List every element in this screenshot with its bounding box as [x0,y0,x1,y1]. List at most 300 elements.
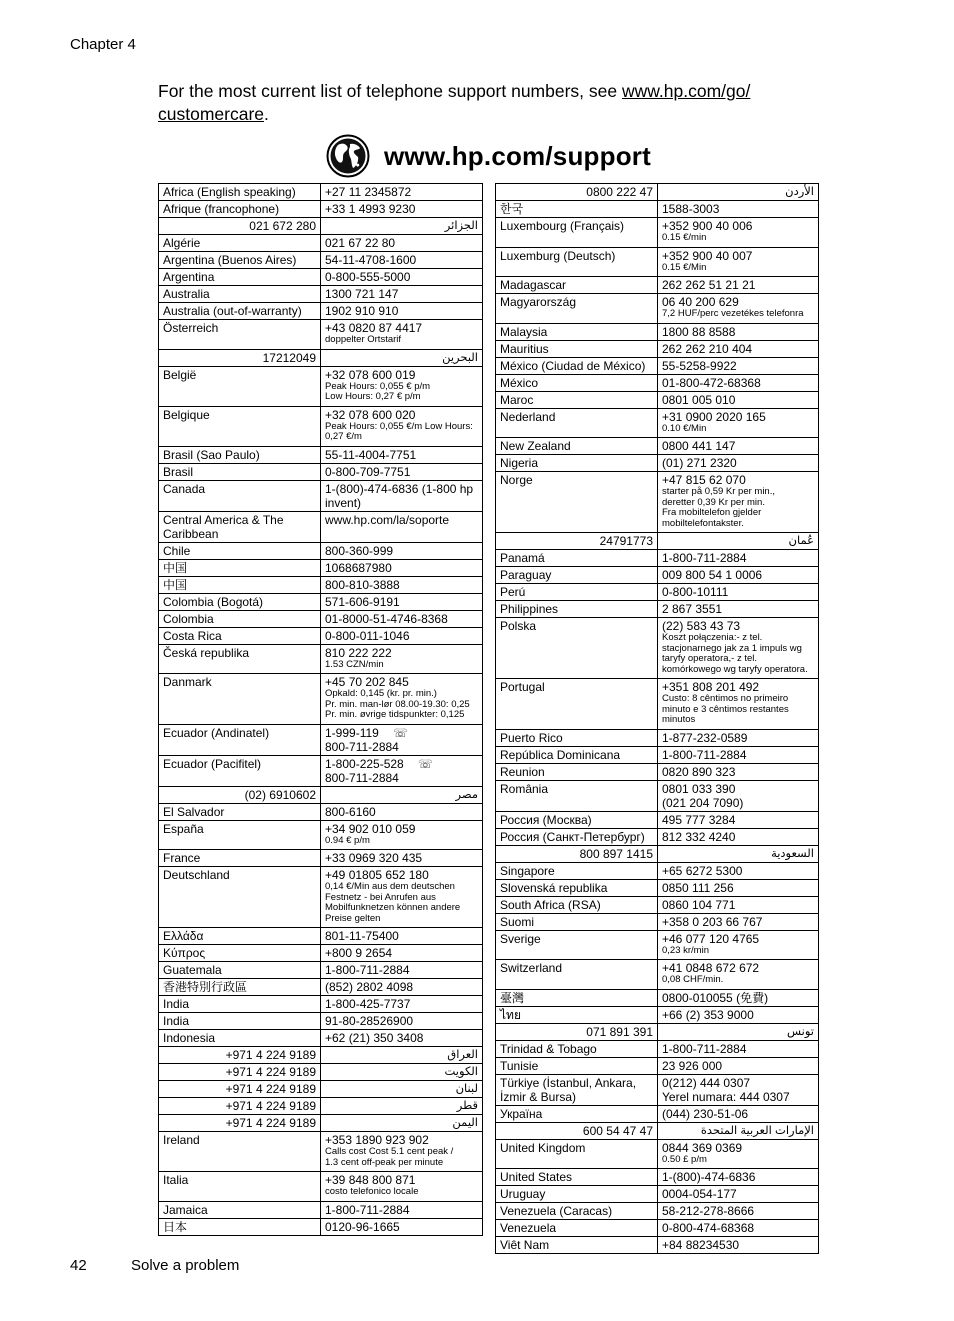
phone-cell [321,674,483,725]
phone-number: 0800-010055 (免費) [662,990,769,1005]
table-row [159,303,483,320]
phone-cell [321,320,483,350]
phone-number: +34 902 010 059 [325,821,416,836]
country-name: Ecuador (Andinatel) [159,724,321,755]
phone-cell [321,463,483,480]
table-row [159,559,483,576]
country-name: Luxembourg (Français) [496,218,658,248]
country-name: India [159,996,321,1013]
phone-cell [658,729,819,746]
country-name: Deutschland [159,867,321,928]
phone-number: +27 11 2345872 [325,185,412,199]
country-name: United Kingdom [496,1139,658,1169]
country-name: Jamaica [159,1201,321,1218]
table-row [159,1098,483,1115]
country-name: România [496,780,658,811]
table-row [496,294,819,324]
phone-number: 1-800-711-2884 [662,747,747,762]
phone-cell [658,1186,819,1203]
phone-cell [658,1074,819,1105]
table-row [159,1201,483,1218]
table-row [159,576,483,593]
phone-number: 1-800-225-528 [325,756,404,771]
phone-number: 0844 369 0369 [662,1140,743,1155]
country-name: Philippines [496,601,658,618]
phone-number-alt: 800-711-2884 [325,770,399,785]
phone-number: 1800 88 8588 [662,324,736,339]
phone-number: +358 0 203 66 767 [662,914,763,929]
country-name: Central America & The Caribbean [159,511,321,542]
table-row [159,320,483,350]
table-row [496,340,819,357]
phone-number: 600 54 47 47 [496,1122,658,1139]
table-row [159,755,483,786]
support-banner [326,132,651,180]
country-name: Κύπρος [159,945,321,962]
phone-cell [321,610,483,627]
phone-cell [658,601,819,618]
table-row [496,323,819,340]
phone-cell [658,1139,819,1169]
table-row [496,1023,819,1040]
phone-number: 91-80-28526900 [325,1014,414,1028]
phone-cell [321,996,483,1013]
phone-number: 0-800-555-5000 [325,270,411,284]
table-row [496,679,819,730]
phone-cell [321,945,483,962]
country-name: 香港特別行政區 [159,979,321,996]
phone-cell [321,576,483,593]
country-name: Colombia [159,610,321,627]
phone-number: +353 1890 923 902 [325,1133,429,1147]
phone-cell [658,438,819,455]
country-name: قطر [321,1098,483,1115]
rate-note: costo telefonico locale [325,1186,419,1197]
phone-cell [658,1169,819,1186]
phone-number: +39 848 800 871 [325,1173,416,1187]
phone-cell [658,567,819,584]
table-row [496,1105,819,1122]
phone-cell [321,1132,483,1172]
table-row [159,184,483,201]
table-row [496,455,819,472]
phone-number: 810 222 222 [325,645,392,660]
country-name: Africa (English speaking) [159,184,321,201]
table-row [159,201,483,218]
phone-number: (02) 6910602 [159,786,321,803]
country-name: تونس [658,1023,819,1040]
phone-cell [658,247,819,277]
phone-number-alt: 800-711-2884 [325,739,399,754]
phone-cell [658,763,819,780]
country-name: Costa Rica [159,627,321,644]
country-name: Россия (Москва) [496,811,658,828]
phone-cell [321,850,483,867]
country-name: Nederland [496,408,658,438]
phone-number: 1-800-711-2884 [325,963,410,977]
country-name: Algérie [159,235,321,252]
table-row [496,780,819,811]
country-name: Nigeria [496,455,658,472]
phone-number: 0004-054-177 [662,1187,737,1201]
country-name: Colombia (Bogotá) [159,593,321,610]
phone-number: +33 1 4993 9230 [325,202,416,216]
rate-note: Peak Hours: 0,055 €/m Low Hours: 0,27 €/m [325,420,473,442]
table-row [159,928,483,945]
table-row [496,357,819,374]
phone-number: 495 777 3284 [662,812,736,827]
country-name: Česká republika [159,644,321,674]
country-name: Argentina [159,269,321,286]
phone-cell [658,472,819,533]
country-name: عُمان [658,533,819,550]
country-name: Brasil (Sao Paulo) [159,446,321,463]
phone-cell [321,803,483,820]
table-row [496,374,819,391]
table-row [496,550,819,567]
phone-cell [658,391,819,408]
table-row [159,286,483,303]
country-name: Ecuador (Pacifitel) [159,755,321,786]
country-name: Tunisie [496,1057,658,1074]
support-url[interactable]: www.hp.com/support [384,140,651,171]
phone-cell [658,1105,819,1122]
phone-number: 0801 033 390 [662,781,736,796]
country-name: France [159,850,321,867]
country-name: Belgique [159,406,321,446]
phone-number: +32 078 600 020 [325,407,416,422]
phone-cell [658,277,819,294]
phone-number: 1-999-119 [325,725,379,740]
phone-cell [321,252,483,269]
phone-number: 1068687980 [325,560,392,575]
country-name: Ireland [159,1132,321,1172]
phone-cell [658,1203,819,1220]
table-row [496,1220,819,1237]
phone-number: 812 332 4240 [662,829,736,844]
phone-number: 0801 005 010 [662,392,736,407]
phone-number: 800-360-999 [325,543,394,558]
phone-number: +49 01805 652 180 [325,868,429,882]
table-row [159,1030,483,1047]
table-row [159,820,483,850]
phone-cell [658,1237,819,1254]
phone-number: 55-11-4004-7751 [325,447,417,462]
country-name: مصر [321,786,483,803]
table-row [159,1047,483,1064]
phone-number: 0800 441 147 [662,439,736,453]
rate-note: 0.94 € p/m [325,834,370,846]
table-row [159,1013,483,1030]
phone-cell [321,1030,483,1047]
table-row [159,269,483,286]
rate-note: doppelter Ortstarif [325,334,402,345]
phone-cell [321,446,483,463]
phone-number: 24791773 [496,533,658,550]
phone-cell [658,218,819,248]
phone-cell [321,406,483,446]
phone-number: 021 672 280 [159,218,321,235]
table-row [159,1218,483,1235]
country-name: Maroc [496,391,658,408]
phone-icon: ☏ [392,725,408,740]
phone-cell [658,746,819,763]
phone-cell [321,559,483,576]
phone-number: 0(212) 444 0307 [662,1075,751,1090]
table-row [496,960,819,990]
country-name: الأردن [658,184,819,201]
phone-number: 1-800-425-7737 [325,997,411,1011]
rate-note: 0.10 €/Min [662,422,707,434]
table-row [496,618,819,679]
rate-note: 0.15 €/min [662,232,707,243]
phone-number: 571-606-9191 [325,594,400,609]
country-name: Россия (Санкт-Петербург) [496,828,658,845]
table-row [496,862,819,879]
country-name: República Dominicana [496,746,658,763]
country-name: الجزائر [321,218,483,235]
country-name: Panamá [496,550,658,567]
table-row [496,1169,819,1186]
table-row [159,218,483,235]
phone-number: (044) 230-51-06 [662,1106,749,1121]
table-row [496,1203,819,1220]
phone-cell [658,618,819,679]
table-row [496,896,819,913]
phone-cell [658,340,819,357]
rate-note: 0.50 £ p/m [662,1153,707,1165]
table-row [496,913,819,930]
phone-cell [658,323,819,340]
table-row [159,850,483,867]
phone-number: +971 4 224 9189 [159,1115,321,1132]
country-name: السعودية [658,845,819,862]
rate-note: 1.53 CZN/min [325,658,384,670]
table-row [159,511,483,542]
table-row [159,979,483,996]
table-row [159,644,483,674]
table-row [496,438,819,455]
phone-icon: ☏ [417,756,433,771]
phone-number: +43 0820 87 4417 [325,321,423,335]
phone-cell [658,828,819,845]
phone-number: +971 4 224 9189 [159,1047,321,1064]
phone-number: (852) 2802 4098 [325,980,414,994]
phone-cell [658,930,819,960]
country-name: El Salvador [159,803,321,820]
country-name: Viêt Nam [496,1237,658,1254]
country-name: Norge [496,472,658,533]
table-row [159,406,483,446]
country-name: Luxemburg (Deutsch) [496,247,658,277]
country-name: Trinidad & Tobago [496,1040,658,1057]
phone-cell [321,1013,483,1030]
rate-note: 0,08 CHF/min. [662,974,724,985]
country-name: België [159,366,321,406]
phone-number: 0800 222 47 [496,184,658,201]
phone-number: 1300 721 147 [325,287,399,301]
phone-cell [658,989,819,1006]
phone-cell [321,644,483,674]
phone-number: +45 70 202 845 [325,675,409,689]
country-name: Suomi [496,913,658,930]
phone-cell [321,1201,483,1218]
country-name: South Africa (RSA) [496,896,658,913]
country-name: Indonesia [159,1030,321,1047]
phone-number: +65 6272 5300 [662,863,743,878]
rate-note: Opkald: 0,145 (kr. pr. min.) Pr. min. man-lør 08.00-19.30: 0,25 Pr. min. øvrige tidspunkter: 0,125 [325,688,470,720]
country-name: Perú [496,584,658,601]
phone-number: 1-800-711-2884 [325,1202,410,1217]
country-name: Singapore [496,862,658,879]
table-row [159,867,483,928]
table-row [159,463,483,480]
phone-number: 262 262 210 404 [662,341,753,356]
phone-cell [321,511,483,542]
phone-cell [321,184,483,201]
phone-cell [658,879,819,896]
phone-cell [658,408,819,438]
table-row [159,480,483,511]
phone-cell [658,896,819,913]
table-row [496,218,819,248]
table-row [496,184,819,201]
table-row [496,408,819,438]
table-row [496,763,819,780]
phone-cell [658,1040,819,1057]
country-name: Ελλάδα [159,928,321,945]
phone-number: 0-800-709-7751 [325,464,411,479]
intro-text: For the most current list of telephone support numbers, see [158,81,622,101]
customercare-link[interactable]: www.hp.com/go/ customercare [158,81,751,124]
phone-cell [321,820,483,850]
table-row [496,391,819,408]
phone-number: 0-800-474-68368 [662,1221,755,1235]
phone-number: (22) 583 43 73 [662,619,741,633]
country-name: ไทย [496,1006,658,1023]
phone-number: 58-212-278-8666 [662,1204,755,1218]
country-name: Danmark [159,674,321,725]
phone-number: (01) 271 2320 [662,456,737,470]
country-name: Brasil [159,463,321,480]
phone-number: +352 900 40 007 [662,248,753,263]
phone-cell [321,269,483,286]
table-row [496,811,819,828]
country-name: Argentina (Buenos Aires) [159,252,321,269]
table-row [496,277,819,294]
phone-number: +47 815 62 070 [662,473,746,487]
phone-number: +31 0900 2020 165 [662,409,766,424]
country-name: Australia (out-of-warranty) [159,303,321,320]
phone-cell [658,357,819,374]
phone-cell [321,286,483,303]
phone-cell [658,294,819,324]
phone-cell [321,928,483,945]
phone-number: 1-(800)-474-6836 [662,1170,756,1184]
phone-cell [658,679,819,730]
phone-number: +84 88234530 [662,1238,740,1252]
country-name: Canada [159,480,321,511]
rate-note: Calls cost Cost 5.1 cent peak / 1.3 cent off-peak per minute [325,1146,454,1168]
rate-note: 7,2 HUF/perc vezetékes telefonra [662,308,804,319]
phone-cell [321,201,483,218]
phone-number: 54-11-4708-1600 [325,253,417,267]
country-name: 中国 [159,559,321,576]
country-name: Puerto Rico [496,729,658,746]
phone-number: +33 0969 320 435 [325,851,423,865]
rate-note: Koszt połączenia:- z tel. stacjonarnego jak za 1 impuls wg taryfy operatora,- z tel. komórkowego wg taryfy operatora. [662,632,808,675]
right-support-table [495,183,819,1254]
country-name: الكويت [321,1064,483,1081]
phone-number: 801-11-75400 [325,929,399,943]
phone-cell [321,962,483,979]
table-row [159,593,483,610]
phone-number: 06 40 200 629 [662,295,739,309]
country-name: Switzerland [496,960,658,990]
phone-number-alt: (021 204 7090) [662,795,744,810]
phone-cell [321,303,483,320]
country-name: 臺灣 [496,989,658,1006]
table-row [159,996,483,1013]
phone-number: 0820 890 323 [662,764,736,779]
chapter-header: Chapter 4 [70,36,136,53]
phone-number: 009 800 54 1 0006 [662,568,763,582]
phone-number: +971 4 224 9189 [159,1064,321,1081]
phone-cell [658,862,819,879]
phone-number: +351 808 201 492 [662,680,760,694]
phone-number: +352 900 40 006 [662,219,753,233]
country-name: Uruguay [496,1186,658,1203]
country-name: Australia [159,286,321,303]
phone-number: 0120-96-1665 [325,1219,400,1234]
table-row [496,930,819,960]
table-row [159,627,483,644]
table-row [159,1172,483,1202]
phone-number-alt: Yerel numara: 444 0307 [662,1089,790,1104]
rate-note: starter på 0,59 Kr per min., deretter 0,39 Kr per min. Fra mobiltelefon gjelder mobiltelefontakster. [662,486,775,529]
country-name: Chile [159,542,321,559]
phone-number: 01-8000-51-4746-8368 [325,611,448,626]
table-row [159,962,483,979]
table-row [496,989,819,1006]
table-row [159,945,483,962]
intro-period: . [264,104,269,124]
page-number: 42 [70,1257,87,1274]
table-row [159,803,483,820]
phone-number: 01-800-472-68368 [662,375,761,390]
phone-number: 1902 910 910 [325,304,399,318]
country-name: New Zealand [496,438,658,455]
country-name: Madagascar [496,277,658,294]
phone-cell [658,374,819,391]
section-title: Solve a problem [131,1257,240,1274]
table-row [159,446,483,463]
table-row [159,366,483,406]
table-row [159,252,483,269]
phone-number: 0-800-10111 [662,585,729,599]
country-name: 中国 [159,576,321,593]
phone-cell [658,455,819,472]
phone-cell [658,811,819,828]
table-row [496,828,819,845]
phone-number: 800-6160 [325,804,376,819]
table-row [159,1115,483,1132]
country-name: United States [496,1169,658,1186]
table-row [496,1006,819,1023]
country-name: Türkiye (İstanbul, Ankara, İzmir & Bursa) [496,1074,658,1105]
phone-number: 021 67 22 80 [325,236,396,250]
rate-note: Custo: 8 cêntimos no primeiro minuto e 3 cêntimos restantes minutos [662,693,789,725]
